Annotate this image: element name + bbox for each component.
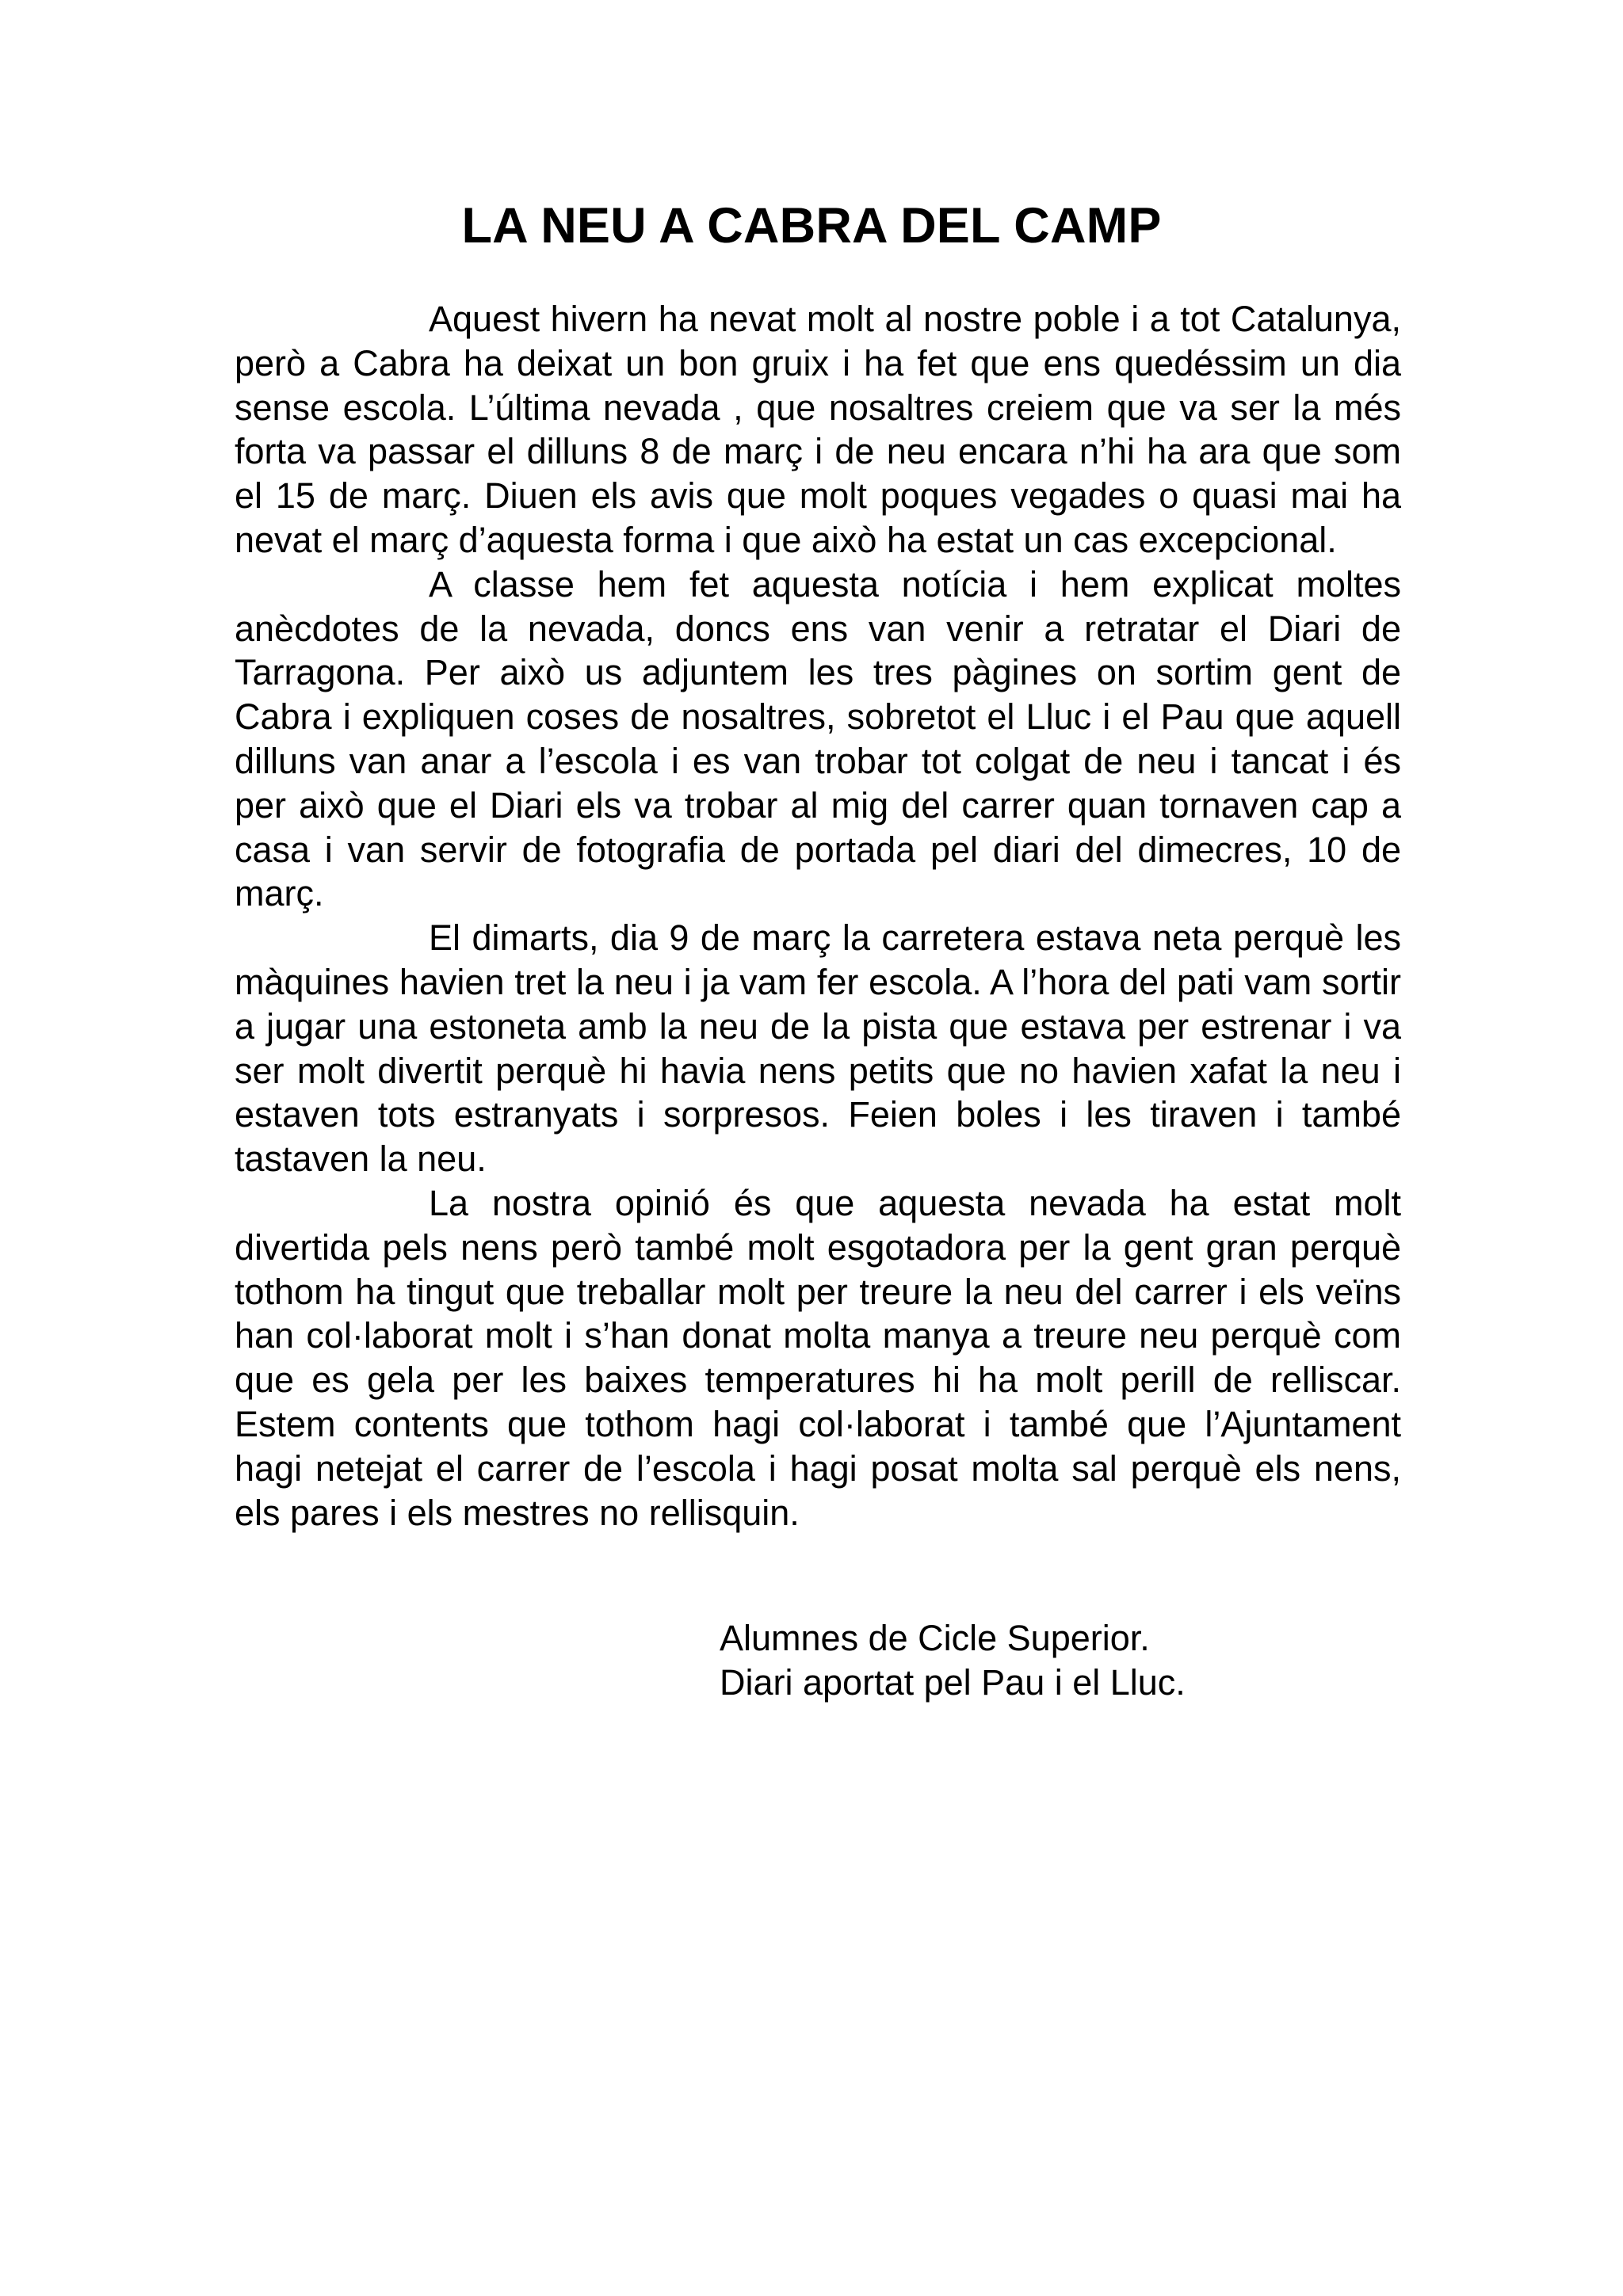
paragraph: Aquest hivern ha nevat molt al nostre poble i a tot Catalunya, però a Cabra ha deixat un bon gruix i ha fet que ens quedéssim un dia sense escola. L’última nevada , que nosaltres creiem que va ser la més forta va passar el dilluns 8 de març i de neu encara n’hi ha ara que som el 15 de març. Diuen els avis que molt poques vegades o quasi mai ha nevat el març d’aquesta forma i que això ha estat un cas excepcional. [235,299,1401,560]
signature-contributors: Diari aportat pel Pau i el Lluc. [720,1662,1186,1703]
document-title: LA NEU A CABRA DEL CAMP [461,198,1162,254]
document-body [235,297,1401,1535]
signature-block [720,1616,1186,1705]
paragraph: La nostra opinió és que aquesta nevada ha estat molt divertida pels nens però també molt esgotadora per la gent gran perquè tothom ha tingut que treballar molt per treure la neu del carrer i els veïns han col·laborat molt i s’han donat molta manya a treure neu perquè com que es gela per les baixes temperatures hi ha molt perill de relliscar. Estem contents que tothom hagi col·laborat i també que l’Ajuntament hagi netejat el carrer de l’escola i hagi posat molta sal perquè els nens, els pares i els mestres no rellisquin. [235,1182,1401,1533]
paragraph: A classe hem fet aquesta notícia i hem explicat moltes anècdotes de la nevada, doncs ens van venir a retratar el Diari de Tarragona. Per això us adjuntem les tres pàgines on sortim gent de Cabra i expliquen coses de nosaltres, sobretot el Lluc i el Pau que aquell dilluns van anar a l’escola i es van trobar tot colgat de neu i tancat i és per això que el Diari els va trobar al mig del carrer quan tornaven cap a casa i van servir de fotografia de portada pel diari del dimecres, 10 de març. [235,563,1401,914]
paragraph: El dimarts, dia 9 de març la carretera estava neta perquè les màquines havien tret la neu i ja vam fer escola. A l’hora del pati vam sortir a jugar una estoneta amb la neu de la pista que estava per estrenar i va ser molt divertit perquè hi havia nens petits que no havien xafat la neu i estaven tots estranyats i sorpresos. Feien boles i les tiraven i també tastaven la neu. [235,917,1401,1180]
signature-authors: Alumnes de Cicle Superior. [720,1618,1150,1658]
